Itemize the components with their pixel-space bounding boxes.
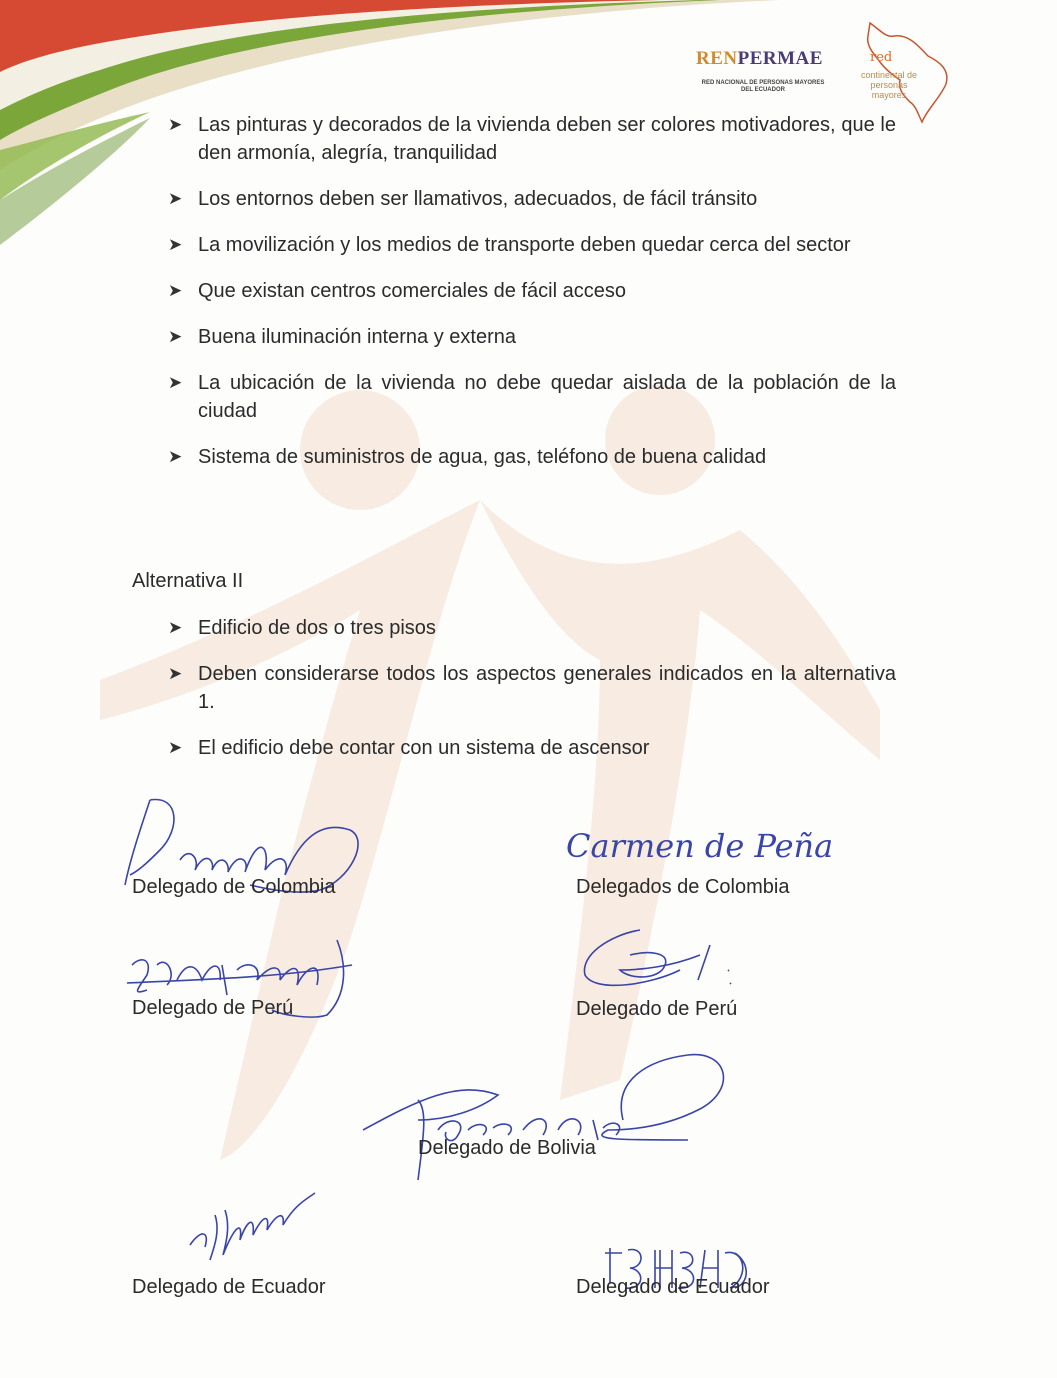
signature-label-bolivia: Delegado de Bolivia xyxy=(418,1137,596,1159)
signature-label-colombia-1: Delegado de Colombia xyxy=(132,876,336,898)
arrow-bullet-icon: ➤ xyxy=(168,373,183,392)
signature-ecuador-1 xyxy=(185,1185,320,1265)
arrow-bullet-icon: ➤ xyxy=(168,664,183,683)
signature-label-ecuador-1: Delegado de Ecuador xyxy=(132,1276,326,1298)
list-item: ➤ Deben considerarse todos los aspectos generales indicados en la alternativa 1. xyxy=(168,660,896,716)
list-item: ➤ Sistema de suministros de agua, gas, teléfono de buena calidad xyxy=(168,443,896,471)
signature-peru-2 xyxy=(570,925,740,1000)
alternative-1-list xyxy=(168,111,896,471)
logo-continental: continental de personas mayores xyxy=(860,70,918,100)
list-item: ➤ La movilización y los medios de transporte deben quedar cerca del sector xyxy=(168,231,896,259)
arrow-bullet-icon: ➤ xyxy=(168,618,183,637)
signature-label-peru-2: Delegado de Perú xyxy=(576,998,738,1020)
signature-handwriting-colombia-2: Carmen de Peña xyxy=(566,827,834,865)
arrow-bullet-icon: ➤ xyxy=(168,738,183,757)
arrow-bullet-icon: ➤ xyxy=(168,189,183,208)
arrow-bullet-icon: ➤ xyxy=(168,281,183,300)
arrow-bullet-icon: ➤ xyxy=(168,327,183,346)
alternative-2-list xyxy=(168,614,896,762)
logo-red: red xyxy=(870,50,893,65)
list-item: ➤ Edificio de dos o tres pisos xyxy=(168,614,896,642)
signature-label-peru-1: Delegado de Perú xyxy=(132,997,294,1019)
signature-label-colombia-2: Delegados de Colombia xyxy=(576,876,790,898)
logo-subtitle: RED NACIONAL DE PERSONAS MAYORES DEL ECUADOR xyxy=(701,80,825,93)
logo-wordmark: RENPERMAE xyxy=(696,48,823,69)
arrow-bullet-icon: ➤ xyxy=(168,447,183,466)
signature-label-ecuador-2: Delegado de Ecuador xyxy=(576,1276,770,1298)
list-item: ➤ Los entornos deben ser llamativos, adecuados, de fácil tránsito xyxy=(168,185,896,213)
list-item: ➤ Que existan centros comerciales de fácil acceso xyxy=(168,277,896,305)
list-item: ➤ Las pinturas y decorados de la vivienda deben ser colores motivadores, que le den armonía, alegría, tranquilidad xyxy=(168,111,896,167)
list-item: ➤ La ubicación de la vivienda no debe quedar aislada de la población de la ciudad xyxy=(168,369,896,425)
list-item: ➤ El edificio debe contar con un sistema de ascensor xyxy=(168,734,896,762)
alternative-2-title: Alternativa II xyxy=(132,570,244,592)
arrow-bullet-icon: ➤ xyxy=(168,235,183,254)
arrow-bullet-icon: ➤ xyxy=(168,115,183,134)
signature-bolivia xyxy=(358,1040,738,1190)
list-item: ➤ Buena iluminación interna y externa xyxy=(168,323,896,351)
